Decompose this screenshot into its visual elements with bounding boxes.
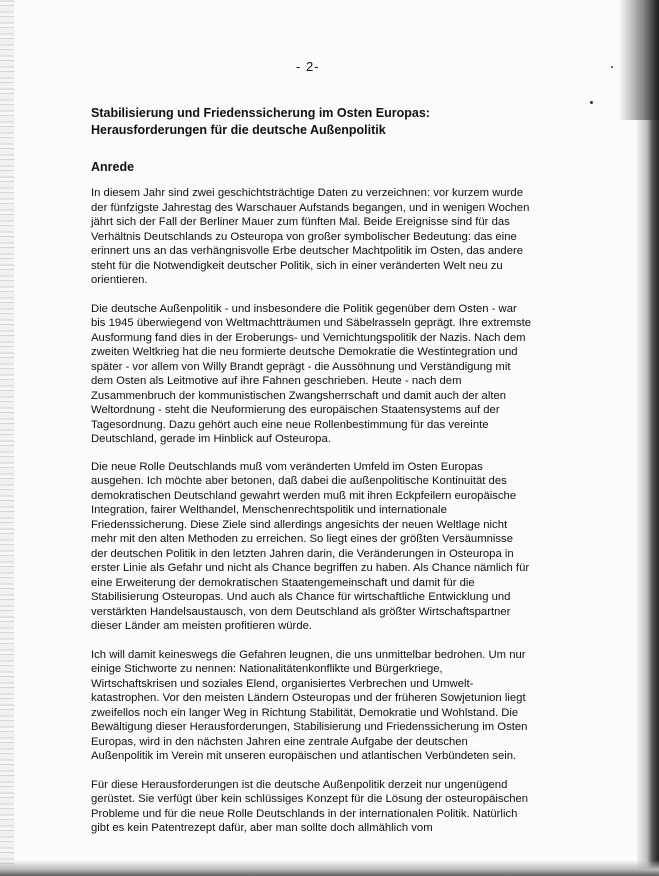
scan-edge-bottom [0,860,659,876]
scan-edge-left [0,0,14,876]
body-text [91,186,531,850]
scan-speck [590,101,593,104]
paragraph: Die neue Rolle Deutschlands muß vom veränderten Umfeld im Osten Europas ausgehen. Ich möchte aber betonen, daß dabei die außenpolitische Kontinuität des demokratischen Deutschland gewahrt werden muß mit ihren Eckpfeilern europäische Integration, fairer Welthandel, Menschenrechtspolitik und internationale Friedenssicherung. Diese Ziele sind allerdings angesichts der neuen Weltlage nicht mehr mit den alten Methoden zu erreichen. So liegt eines der größten Versäumnisse der deutschen Politik in den letzten Jahren darin, die Veränderungen in Osteuropa in erster Linie als Gefahr und nicht als Chance begriffen zu haben. Als Chance nämlich für eine Erweiterung der demokratischen Staatengemeinschaft und damit für die Stabilisierung Osteuropas. Und auch als Chance für wirtschaftliche Entwicklung und verstärkten Handelsaustausch, von dem Deutschland als größter Wirtschaftspartner dieser Länder am meisten profitieren würde. [91,460,530,632]
title-line: Herausforderungen für die deutsche Außenpolitik [91,123,386,137]
paragraph: Die deutsche Außenpolitik - und insbesondere die Politik gegenüber dem Osten - war bis 1945 überwiegend von Weltmachtträumen und Säbelrasseln geprägt. Ihre extremste Ausformung fand dies in der Eroberungs- und Vernichtungspolitik der Nazis. Nach dem zweiten Weltkrieg hat die neu formierte deutsche Demokratie die Westintegration und später - vor allem von Willy Brandt geprägt - die Aussöhnung und Verständigung mit dem Osten als Leitmotive auf ihre Fahnen geschrieben. Heute - nach dem Zusammenbruch der kommunistischen Zwangsherrschaft und damit auch der alten Weltordnung - steht die Neuformierung des europäischen Staatensystems auf der Tagesordnung. Dazu gehört auch eine neue Rollenbestimmung für das vereinte Deutschland, gerade im Hinblick auf Osteuropa. [91,302,531,445]
document-title [91,105,551,139]
title-line: Stabilisierung und Friedenssicherung im Osten Europas: [91,106,430,120]
paragraph: Ich will damit keineswegs die Gefahren leugnen, die uns unmittelbar bedrohen. Um nur einige Stichworte zu nennen: Nationalitätenkonflikte und Bürgerkriege, Wirtschaftskrisen und soziales Elend, organisiertes Verbrechen und Umwelt-katastrophen. Vor den meisten Ländern Osteuropas und der früheren Sowjetunion liegt zweifellos noch ein langer Weg in Richtung Stabilität, Demokratie und Wohlstand. Die Bewältigung dieser Herausforderungen, Stabilisierung und Friedenssicherung im Osten Europas, wird in den nächsten Jahren eine zentrale Aufgabe der deutschen Außenpolitik im Verein mit unseren europäischen und atlantischen Verbündeten sein. [91,648,528,762]
paragraph: Für diese Herausforderungen ist die deutsche Außenpolitik derzeit nur ungenügend gerüstet. Sie verfügt über kein schlüssiges Konzept für die Lösung der osteuropäischen Probleme und für die neue Rolle Deutschlands in der internationalen Politik. Natürlich gibt es kein Patentrezept dafür, aber man sollte doch allmählich vom [91,778,529,834]
scan-edge-right [637,0,659,876]
salutation: Anrede [91,160,135,174]
page-number: - 2- [296,59,320,74]
scan-edge-right-top [619,0,659,120]
scan-speck [611,66,613,68]
paragraph: In diesem Jahr sind zwei geschichtsträchtige Daten zu verzeichnen: vor kurzem wurde der fünfzigste Jahrestag des Warschauer Aufstands begangen, und in wenigen Wochen jährt sich der Fall der Berliner Mauer zum fünften Mal. Beide Ereignisse sind für das Verhältnis Deutschlands zu Osteuropa von großer symbolischer Bedeutung: das eine erinnert uns an das verhängnisvolle Erbe deutscher Machtpolitik im Osten, das andere steht für die Notwendigkeit deutscher Politik, sich in einer veränderten Welt neu zu orientieren. [91,187,530,286]
